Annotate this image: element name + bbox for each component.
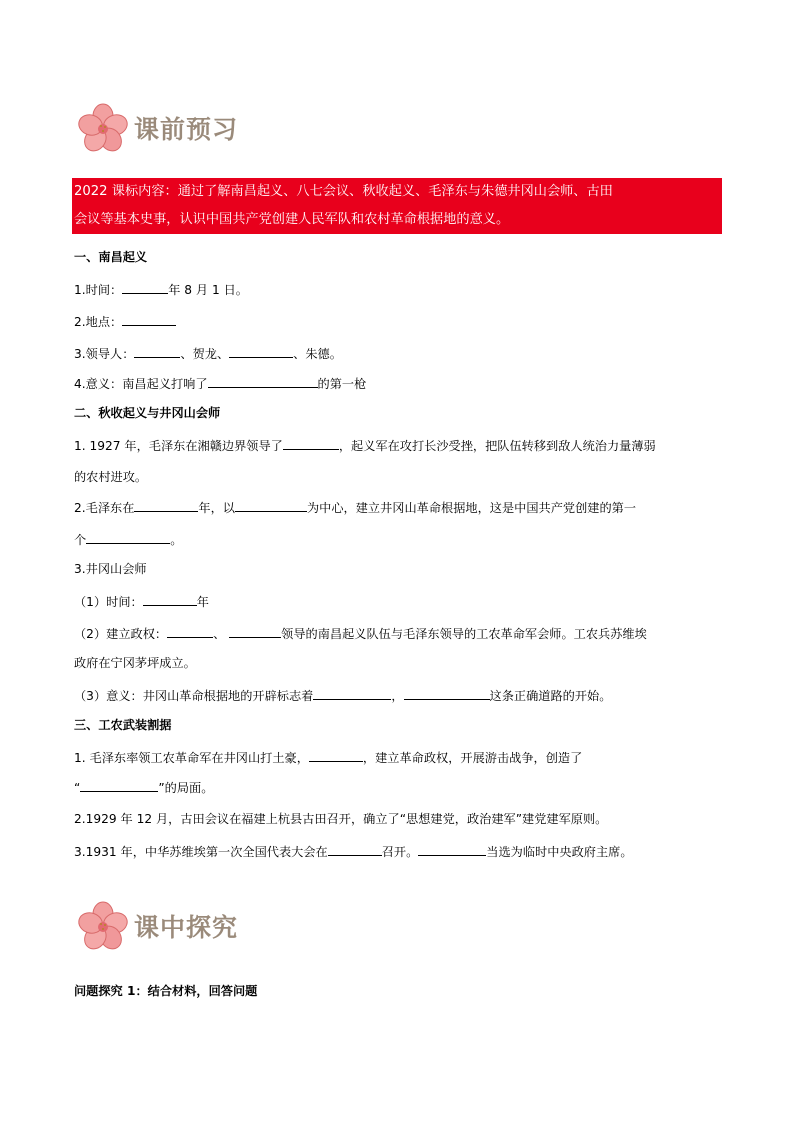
fill-blank[interactable] <box>122 312 176 326</box>
label: 1.时间： <box>74 283 123 297</box>
label: 领导的南昌起义队伍与毛泽东领导的工农革命军会师。工农兵苏维埃 <box>281 627 647 641</box>
fill-blank[interactable] <box>235 498 307 512</box>
label: 这条正确道路的开始。 <box>489 689 612 703</box>
fill-blank[interactable] <box>80 778 158 792</box>
part3-q1-line <box>74 748 582 767</box>
fill-blank[interactable] <box>134 498 198 512</box>
label: 、朱德。 <box>293 347 342 361</box>
label: 2.地点： <box>74 315 123 329</box>
fill-blank[interactable] <box>283 436 339 450</box>
label: 4.意义：南昌起义打响了 <box>74 377 208 391</box>
part2-q2-line <box>74 498 636 517</box>
section-title: 课前预习 <box>134 115 239 144</box>
label: 1. 毛泽东率领工农革命军在井冈山打土豪， <box>74 751 309 765</box>
plum-blossom-icon <box>76 901 130 951</box>
part3-q3-line <box>74 842 633 861</box>
part2-q2-cont <box>74 530 182 549</box>
standard-line: 会议等基本史事，认识中国共产党创建人民军队和农村革命根据地的意义。 <box>74 212 510 227</box>
part3-q2-line: 2.1929 年 12 月，古田会议在福建上杭县古田召开，确立了“思想建党，政治建军”建党建军原则。 <box>74 812 608 826</box>
label: 为中心，建立井冈山革命根据地，这是中国共产党创建的第一 <box>306 501 637 515</box>
part1-time-line <box>74 280 248 299</box>
part1-place-line <box>74 312 176 331</box>
part3-q1-cont <box>74 778 213 797</box>
label: 。 <box>170 533 183 547</box>
label: 3.1931 年，中华苏维埃第一次全国代表大会在 <box>74 845 328 859</box>
label: （3）意义：井冈山革命根据地的开辟标志着 <box>74 689 314 703</box>
label: 年，以 <box>198 501 235 515</box>
section-title: 课中探究 <box>134 913 239 942</box>
label: 召开。 <box>381 845 419 859</box>
part2-q3-time-line <box>74 592 209 611</box>
fill-blank[interactable] <box>86 530 170 544</box>
fill-blank[interactable] <box>309 748 363 762</box>
fill-blank[interactable] <box>208 374 318 388</box>
section-header-explore <box>76 898 238 954</box>
section-header-preview <box>76 100 238 156</box>
label: （2）建立政权： <box>74 627 168 641</box>
label: 1. 1927 年，毛泽东在湘赣边界领导了 <box>74 439 283 453</box>
label: 年 8 月 1 日。 <box>168 283 248 297</box>
part1-leaders-line <box>74 344 342 363</box>
part2-q3-meaning-line <box>74 686 611 705</box>
fill-blank[interactable] <box>134 344 180 358</box>
fill-blank[interactable] <box>404 686 490 700</box>
label: 当选为临时中央政府主席。 <box>486 845 633 859</box>
part3-heading: 三、工农武装割据 <box>74 718 172 732</box>
part2-q1-cont: 的农村进攻。 <box>74 470 148 484</box>
fill-blank[interactable] <box>328 842 382 856</box>
part2-q3-regime-line <box>74 624 647 643</box>
label: 、贺龙、 <box>180 347 230 361</box>
fill-blank[interactable] <box>313 686 391 700</box>
label: （1）时间： <box>74 595 143 609</box>
label: ”的局面。 <box>158 781 214 795</box>
part2-q3-heading: 3.井冈山会师 <box>74 562 147 576</box>
part2-q1-line <box>74 436 656 455</box>
label: 的第一枪 <box>317 377 367 391</box>
label: “ <box>74 781 81 795</box>
fill-blank[interactable] <box>229 624 281 638</box>
fill-blank[interactable] <box>167 624 213 638</box>
label: ， <box>391 689 404 703</box>
explore-question-1: 问题探究 1：结合材料，回答问题 <box>74 984 258 998</box>
curriculum-standard-banner <box>72 178 722 234</box>
standard-line: 2022 课标内容：通过了解南昌起义、八七会议、秋收起义、毛泽东与朱德井冈山会师、古田 <box>74 184 613 199</box>
label: 2.毛泽东在 <box>74 501 135 515</box>
plum-blossom-icon <box>76 103 130 153</box>
label: 、 <box>213 627 226 641</box>
label: 年 <box>196 595 209 609</box>
label: ，建立革命政权，开展游击战争，创造了 <box>362 751 583 765</box>
fill-blank[interactable] <box>143 592 197 606</box>
fill-blank[interactable] <box>229 344 293 358</box>
label: 3.领导人： <box>74 347 135 361</box>
fill-blank[interactable] <box>418 842 486 856</box>
label: 个 <box>74 533 87 547</box>
part1-meaning-line <box>74 374 366 393</box>
part2-q3-regime-cont: 政府在宁冈茅坪成立。 <box>74 656 196 670</box>
part2-heading: 二、秋收起义与井冈山会师 <box>74 406 221 420</box>
fill-blank[interactable] <box>122 280 168 294</box>
label: ，起义军在攻打长沙受挫，把队伍转移到敌人统治力量薄弱 <box>338 439 656 453</box>
part1-heading: 一、南昌起义 <box>74 250 148 264</box>
